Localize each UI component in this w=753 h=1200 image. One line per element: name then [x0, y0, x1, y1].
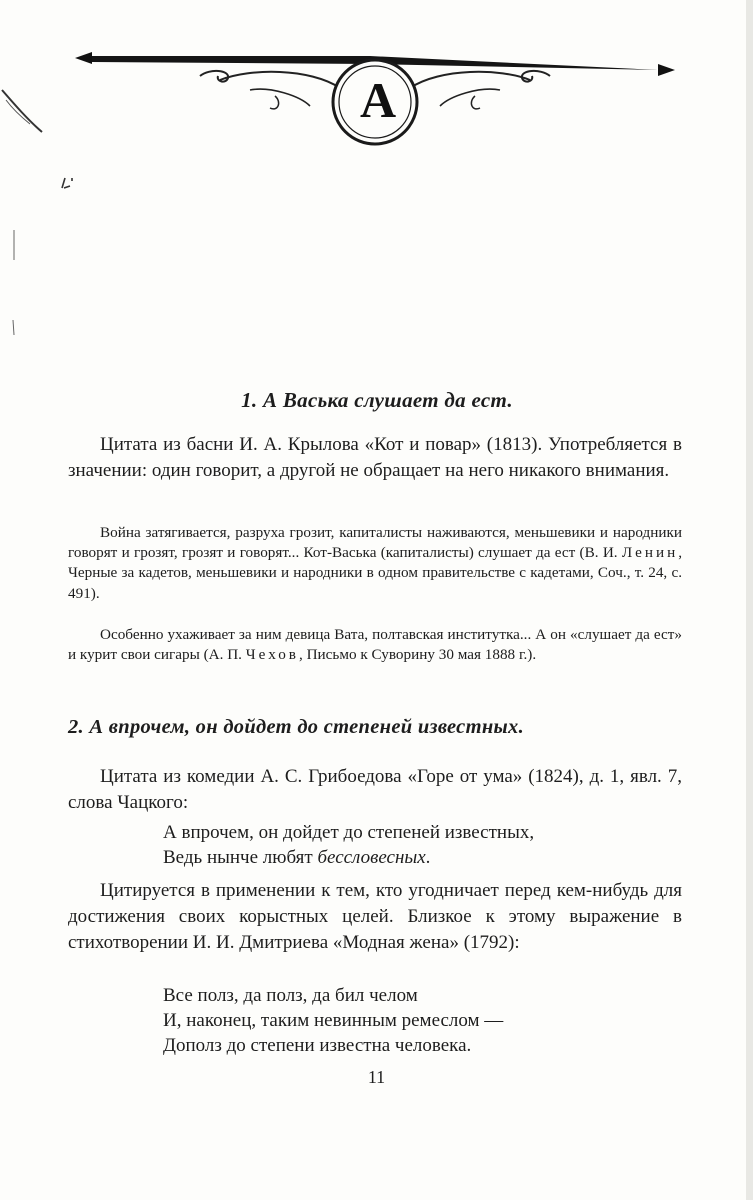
- page-edge-mark: [0, 80, 50, 340]
- verse-2-line-3: Дополз до степени известна человека.: [163, 1035, 472, 1056]
- right-edge-shadow: [738, 0, 753, 1200]
- entry-2-body: Цитата из комедии А. С. Грибоедова «Горе от ума» (1824), д. 1, явл. 7, слова Чацкого:: [68, 766, 682, 813]
- ink-mark: [58, 172, 78, 192]
- verse-1: [163, 820, 534, 870]
- entry-1-body: Цитата из басни И. А. Крылова «Кот и повар» (1813). Употребляется в значении: один говорит, а другой не обращает на него никакого внимания.: [68, 434, 682, 481]
- page-number: 11: [367, 1067, 386, 1087]
- entry-1-title: 1. А Васька слушает да ест.: [241, 388, 513, 412]
- verse-1-line-2: Ведь нынче любят бессловесных.: [163, 847, 431, 868]
- entry-2-title: 2. А впрочем, он дойдет до степеней известных.: [68, 716, 525, 738]
- section-letter: А: [359, 72, 397, 128]
- verse-2-line-1: Все полз, да полз, да бил челом: [163, 985, 418, 1006]
- entry-1-example-2: Особенно ухаживает за ним девица Вата, полтавская институтка... А он «слушает да ест» и курит свои сигары (А. П. Чехов, Письмо к Суворину 30 мая 1888 г.).: [68, 626, 682, 664]
- entry-1-example-1: Война затягивается, разруха грозит, капиталисты наживаются, меньшевики и народники говорят и грозят, грозят и говорят... Кот-Васька (капиталисты) слушает да ест (В. И. Ленин, Черные за кадетов, меньшевики и народники в одном правительстве с кадетами, Соч., т. 24, с. 491).: [68, 524, 682, 602]
- verse-2-line-2: И, наконец, таким невинным ремеслом —: [163, 1010, 504, 1031]
- author-name: Ленин: [621, 544, 679, 562]
- verse-2: [163, 983, 503, 1058]
- verse-1-line-1: А впрочем, он дойдет до степеней известных,: [163, 822, 535, 843]
- author-name: Чехов: [245, 646, 299, 664]
- entry-2-body-2: Цитируется в применении к тем, кто угодничает перед кем-нибудь для достижения своих корыстных целей. Близкое к этому выражение в стихотворении И. И. Дмитриева «Модная жена» (1792):: [68, 880, 682, 953]
